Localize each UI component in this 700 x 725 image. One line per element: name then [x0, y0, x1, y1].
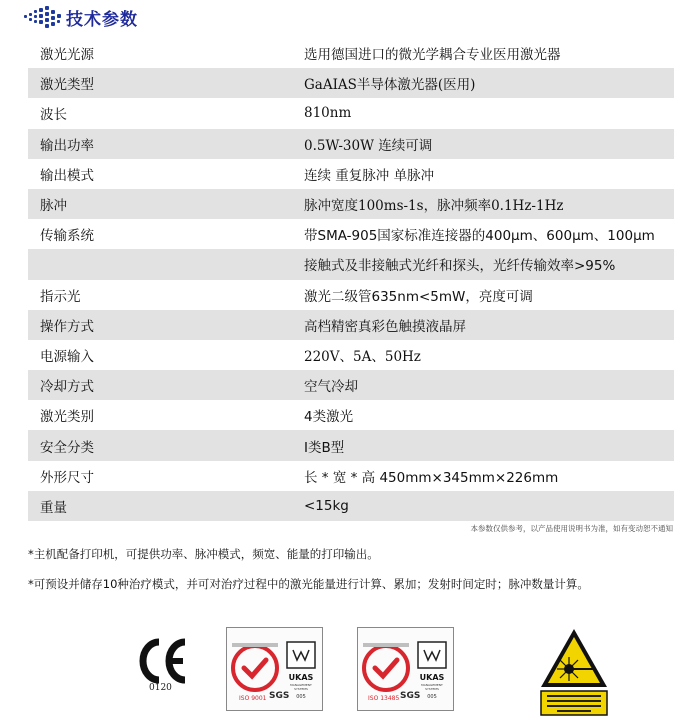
sgs-ukas-certification-icon	[226, 627, 323, 711]
cert-code: 005	[296, 694, 306, 700]
spec-label: 脉冲	[40, 198, 67, 215]
section-header	[24, 4, 138, 30]
spec-row	[28, 340, 674, 370]
spec-label: 激光类别	[40, 409, 94, 426]
iso-label: ISO 9001	[239, 695, 267, 702]
spec-label: 电源输入	[40, 348, 94, 365]
laser-radiation-warning-icon	[539, 627, 609, 717]
sgs-ukas-certification-icon	[357, 627, 454, 711]
spec-row	[28, 491, 674, 521]
spec-label: 外形尺寸	[40, 469, 94, 486]
spec-value: 空气冷却	[304, 379, 358, 396]
spec-value: I类B型	[304, 439, 345, 456]
spec-value: 连续 重复脉冲 单脉冲	[304, 167, 435, 184]
ukas-label: UKAS	[288, 673, 314, 682]
spec-label: 波长	[40, 107, 67, 124]
svg-text:MANAGEMENT: MANAGEMENT	[421, 683, 443, 687]
spec-label: 激光类型	[40, 77, 94, 94]
spec-value: <15kg	[304, 497, 349, 514]
spec-value: 激光二级管635nm<5mW，亮度可调	[304, 288, 533, 305]
spec-row	[28, 370, 674, 400]
spec-value: 高档精密真彩色触摸液晶屏	[304, 318, 466, 335]
spec-label: 冷却方式	[40, 379, 94, 396]
spec-row	[28, 249, 674, 279]
svg-text:SYSTEMS: SYSTEMS	[294, 687, 308, 691]
spec-row	[28, 38, 674, 68]
certification-seal-graphic	[227, 628, 322, 710]
spec-row	[28, 461, 674, 491]
iso-label: ISO 13485	[368, 695, 400, 702]
spec-label: 重量	[40, 499, 67, 516]
spec-row	[28, 189, 674, 219]
spec-row	[28, 280, 674, 310]
spec-label: 指示光	[40, 288, 81, 305]
cert-code: 005	[427, 694, 437, 700]
spec-value: 接触式及非接触式光纤和探头，光纤传输效率>95%	[304, 258, 616, 275]
spec-row	[28, 159, 674, 189]
feature-note: *可预设并储存10种治疗模式，并可对治疗过程中的激光能量进行计算、累加；发射时间定时；脉冲数量计算。	[28, 577, 589, 591]
spec-row	[28, 98, 674, 128]
sgs-label: SGS	[269, 691, 290, 701]
sgs-label: SGS	[400, 691, 421, 701]
spec-label: 输出模式	[40, 167, 94, 184]
ukas-label: UKAS	[419, 673, 445, 682]
svg-text:SYSTEMS: SYSTEMS	[425, 687, 439, 691]
spec-row	[28, 68, 674, 98]
feature-note: *主机配备打印机，可提供功率、脉冲模式，频宽、能量的打印输出。	[28, 547, 379, 561]
spec-value: 220V、5A、50Hz	[304, 348, 421, 365]
section-title: 技术参数	[66, 9, 138, 30]
spec-value: 带SMA-905国家标准连接器的400μm、600μm、100μm	[304, 228, 655, 245]
spec-value: 长 * 宽 * 高 450mm×345mm×226mm	[304, 469, 559, 486]
spec-label: 操作方式	[40, 318, 94, 335]
spec-label: 传输系统	[40, 228, 94, 245]
spec-value: 810nm	[304, 105, 352, 122]
spec-row	[28, 219, 674, 249]
certification-seal-graphic	[358, 628, 453, 710]
spec-row	[28, 129, 674, 159]
spec-value: GaAIAS半导体激光器(医用)	[304, 77, 476, 94]
spec-value: 脉冲宽度100ms-1s，脉冲频率0.1Hz-1Hz	[304, 198, 564, 215]
spec-value: 选用德国进口的微光学耦合专业医用激光器	[304, 47, 561, 64]
spec-table	[28, 38, 674, 521]
spec-row	[28, 430, 674, 460]
dotted-logo-icon	[24, 6, 62, 28]
spec-row	[28, 310, 674, 340]
ce-number: 0120	[149, 683, 172, 693]
spec-label: 激光光源	[40, 47, 94, 64]
spec-label: 安全分类	[40, 439, 94, 456]
svg-text:MANAGEMENT: MANAGEMENT	[290, 683, 312, 687]
ce-mark-icon	[133, 632, 191, 690]
spec-value: 0.5W-30W 连续可调	[304, 137, 433, 154]
spec-label: 输出功率	[40, 137, 94, 154]
disclaimer-text: 本参数仅供参考，以产品使用说明书为准，如有变动恕不通知	[470, 524, 673, 533]
spec-value: 4类激光	[304, 409, 354, 426]
spec-row	[28, 400, 674, 430]
